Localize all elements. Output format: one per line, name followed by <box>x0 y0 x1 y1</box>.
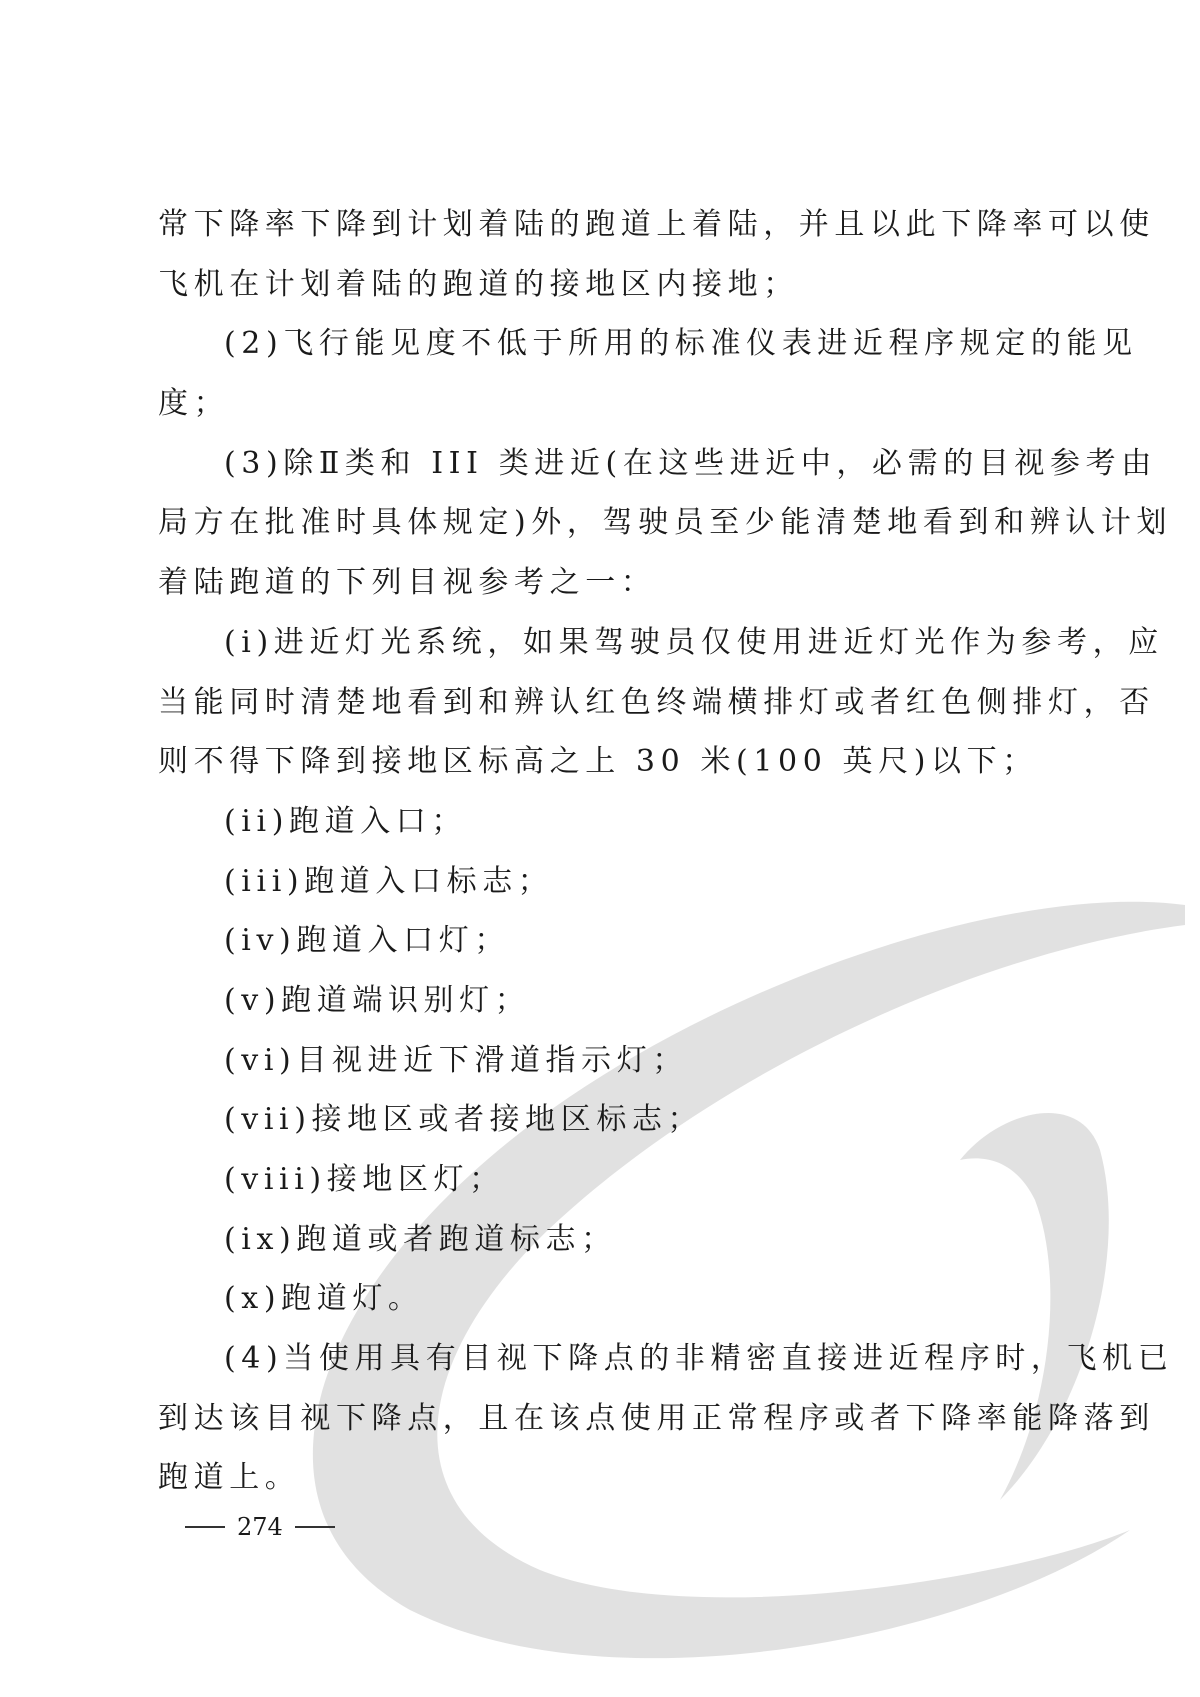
paragraph-line: 当能同时清楚地看到和辨认红色终端横排灯或者红色侧排灯，否 <box>158 684 1155 720</box>
list-item: (v)跑道端识别灯； <box>224 982 531 1018</box>
paragraph-line: 跑道上。 <box>158 1460 301 1496</box>
body-text <box>158 195 1174 1508</box>
list-item: (vi)目视进近下滑道指示灯； <box>224 1042 688 1078</box>
list-item: (ii)跑道入口； <box>224 803 467 839</box>
paragraph-line: (3)除Ⅱ类和 III 类进近(在这些进近中，必需的目视参考由 <box>224 445 1157 481</box>
paragraph-line: (2)飞行能见度不低于所用的标准仪表进近程序规定的能见 <box>224 326 1138 362</box>
page-number <box>185 1512 335 1542</box>
paragraph-line: (4)当使用具有目视下降点的非精密直接进近程序时，飞机已 <box>224 1341 1174 1377</box>
list-item: (vii)接地区或者接地区标志； <box>224 1102 704 1138</box>
paragraph-line: 到达该目视下降点，且在该点使用正常程序或者下降率能降落到 <box>158 1400 1155 1436</box>
paragraph-line: 度； <box>158 386 230 422</box>
list-item: (iv)跑道入口灯； <box>224 923 510 959</box>
list-item: (ix)跑道或者跑道标志； <box>224 1221 617 1257</box>
list-item: (viii)接地区灯； <box>224 1162 505 1197</box>
paragraph-line: 着陆跑道的下列目视参考之一： <box>158 565 657 601</box>
list-item: (x)跑道灯。 <box>224 1281 424 1317</box>
page-number-value: 274 <box>237 1513 283 1541</box>
paragraph-line: 常下降率下降到计划着陆的跑道上着陆，并且以此下降率可以使 <box>158 207 1155 242</box>
paragraph-line: 局方在批准时具体规定)外，驾驶员至少能清楚地看到和辨认计划 <box>158 505 1173 541</box>
list-item: (iii)跑道入口标志； <box>224 863 554 899</box>
page-number-left-dash <box>185 1526 225 1528</box>
paragraph-line: 飞机在计划着陆的跑道的接地区内接地； <box>158 266 799 302</box>
paragraph-line: (i)进近灯光系统，如果驾驶员仅使用进近灯光作为参考，应 <box>224 624 1164 660</box>
page-number-right-dash <box>295 1526 335 1528</box>
paragraph-line: 则不得下降到接地区标高之上 30 米(100 英尺)以下； <box>158 744 1038 780</box>
